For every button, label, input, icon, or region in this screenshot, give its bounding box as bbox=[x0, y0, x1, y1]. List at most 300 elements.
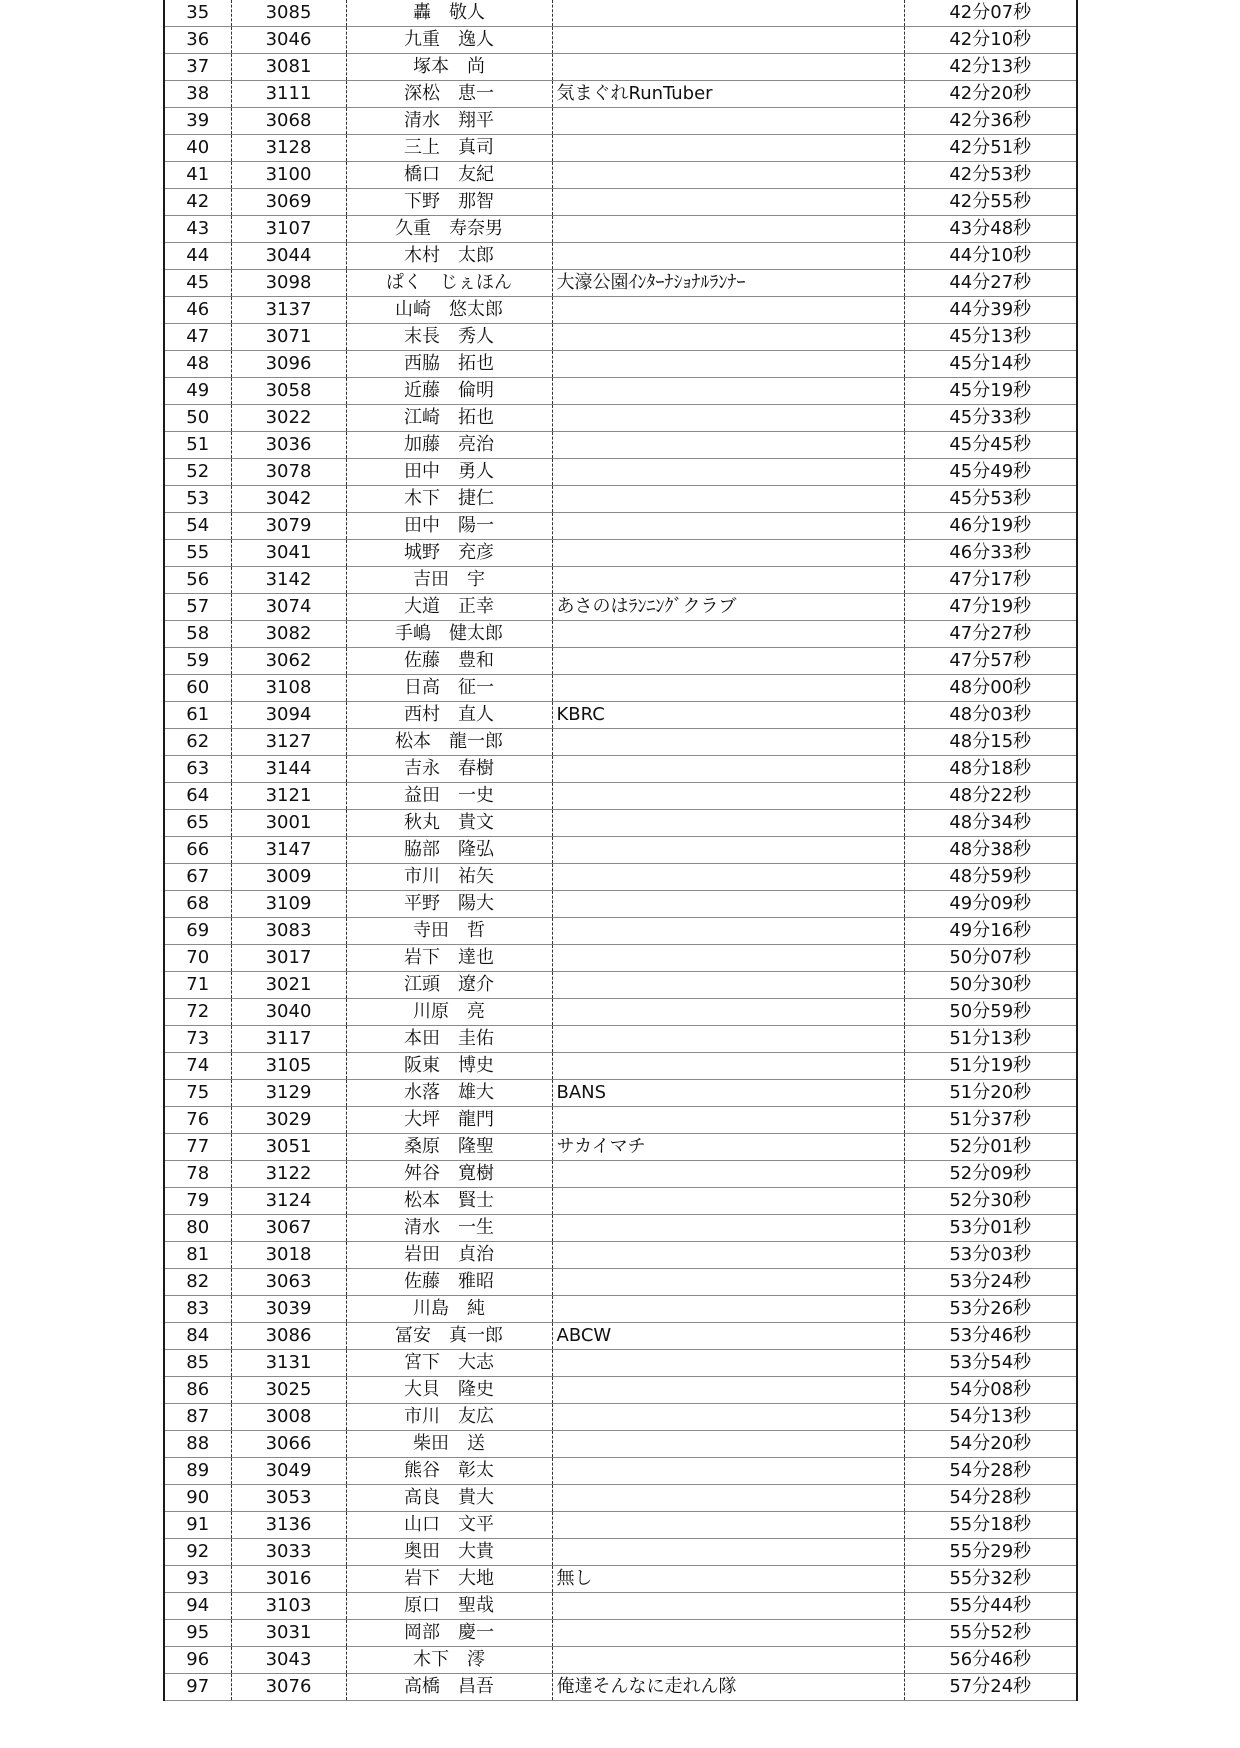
table-row bbox=[164, 1512, 1077, 1539]
table-row bbox=[164, 999, 1077, 1026]
bib-number-cell: 3043 bbox=[231, 1647, 346, 1674]
finish-time-cell: 54分13秒 bbox=[904, 1404, 1077, 1431]
bib-number-cell: 3063 bbox=[231, 1269, 346, 1296]
runner-name-cell: 岩下 大地 bbox=[346, 1566, 552, 1593]
bib-number-cell: 3128 bbox=[231, 135, 346, 162]
rank-cell: 79 bbox=[164, 1188, 231, 1215]
finish-time-cell: 43分48秒 bbox=[904, 216, 1077, 243]
runner-name-cell: 冨安 真一郎 bbox=[346, 1323, 552, 1350]
runner-name-cell: 久重 寿奈男 bbox=[346, 216, 552, 243]
team-cell bbox=[552, 891, 904, 918]
bib-number-cell: 3083 bbox=[231, 918, 346, 945]
finish-time-cell: 44分27秒 bbox=[904, 270, 1077, 297]
team-cell bbox=[552, 243, 904, 270]
finish-time-cell: 47分19秒 bbox=[904, 594, 1077, 621]
team-cell bbox=[552, 1107, 904, 1134]
team-cell bbox=[552, 1404, 904, 1431]
rank-cell: 77 bbox=[164, 1134, 231, 1161]
runner-name-cell: 深松 恵一 bbox=[346, 81, 552, 108]
bib-number-cell: 3058 bbox=[231, 378, 346, 405]
team-cell bbox=[552, 1485, 904, 1512]
table-row bbox=[164, 1593, 1077, 1620]
finish-time-cell: 49分16秒 bbox=[904, 918, 1077, 945]
rank-cell: 47 bbox=[164, 324, 231, 351]
finish-time-cell: 42分20秒 bbox=[904, 81, 1077, 108]
table-row bbox=[164, 729, 1077, 756]
rank-cell: 63 bbox=[164, 756, 231, 783]
finish-time-cell: 49分09秒 bbox=[904, 891, 1077, 918]
table-row bbox=[164, 1080, 1077, 1107]
team-cell bbox=[552, 810, 904, 837]
rank-cell: 61 bbox=[164, 702, 231, 729]
finish-time-cell: 42分10秒 bbox=[904, 27, 1077, 54]
rank-cell: 92 bbox=[164, 1539, 231, 1566]
team-cell: サカイマチ bbox=[552, 1134, 904, 1161]
runner-name-cell: 下野 那智 bbox=[346, 189, 552, 216]
bib-number-cell: 3078 bbox=[231, 459, 346, 486]
rank-cell: 91 bbox=[164, 1512, 231, 1539]
table-row bbox=[164, 1242, 1077, 1269]
finish-time-cell: 48分59秒 bbox=[904, 864, 1077, 891]
team-cell bbox=[552, 378, 904, 405]
finish-time-cell: 47分17秒 bbox=[904, 567, 1077, 594]
team-cell: 俺達そんなに走れん隊 bbox=[552, 1674, 904, 1701]
finish-time-cell: 53分24秒 bbox=[904, 1269, 1077, 1296]
team-cell bbox=[552, 837, 904, 864]
finish-time-cell: 54分20秒 bbox=[904, 1431, 1077, 1458]
table-row bbox=[164, 1026, 1077, 1053]
runner-name-cell: 水落 雄大 bbox=[346, 1080, 552, 1107]
rank-cell: 86 bbox=[164, 1377, 231, 1404]
team-cell bbox=[552, 1593, 904, 1620]
rank-cell: 38 bbox=[164, 81, 231, 108]
team-cell bbox=[552, 729, 904, 756]
table-row bbox=[164, 297, 1077, 324]
team-cell bbox=[552, 540, 904, 567]
finish-time-cell: 45分53秒 bbox=[904, 486, 1077, 513]
rank-cell: 57 bbox=[164, 594, 231, 621]
runner-name-cell: 岡部 慶一 bbox=[346, 1620, 552, 1647]
bib-number-cell: 3122 bbox=[231, 1161, 346, 1188]
runner-name-cell: 益田 一史 bbox=[346, 783, 552, 810]
bib-number-cell: 3096 bbox=[231, 351, 346, 378]
finish-time-cell: 50分07秒 bbox=[904, 945, 1077, 972]
rank-cell: 37 bbox=[164, 54, 231, 81]
team-cell bbox=[552, 1431, 904, 1458]
runner-name-cell: 末長 秀人 bbox=[346, 324, 552, 351]
rank-cell: 71 bbox=[164, 972, 231, 999]
team-cell: KBRC bbox=[552, 702, 904, 729]
runner-name-cell: 近藤 倫明 bbox=[346, 378, 552, 405]
table-row bbox=[164, 1350, 1077, 1377]
table-row bbox=[164, 1431, 1077, 1458]
table-row bbox=[164, 675, 1077, 702]
table-row bbox=[164, 162, 1077, 189]
runner-name-cell: 江崎 拓也 bbox=[346, 405, 552, 432]
table-row bbox=[164, 486, 1077, 513]
runner-name-cell: 柴田 送 bbox=[346, 1431, 552, 1458]
finish-time-cell: 48分00秒 bbox=[904, 675, 1077, 702]
finish-time-cell: 55分32秒 bbox=[904, 1566, 1077, 1593]
bib-number-cell: 3081 bbox=[231, 54, 346, 81]
finish-time-cell: 55分18秒 bbox=[904, 1512, 1077, 1539]
runner-name-cell: 岩田 貞治 bbox=[346, 1242, 552, 1269]
rank-cell: 72 bbox=[164, 999, 231, 1026]
rank-cell: 80 bbox=[164, 1215, 231, 1242]
team-cell bbox=[552, 1458, 904, 1485]
rank-cell: 85 bbox=[164, 1350, 231, 1377]
rank-cell: 55 bbox=[164, 540, 231, 567]
runner-name-cell: 清水 一生 bbox=[346, 1215, 552, 1242]
bib-number-cell: 3069 bbox=[231, 189, 346, 216]
runner-name-cell: 寺田 哲 bbox=[346, 918, 552, 945]
table-row bbox=[164, 351, 1077, 378]
finish-time-cell: 51分37秒 bbox=[904, 1107, 1077, 1134]
team-cell bbox=[552, 1350, 904, 1377]
runner-name-cell: 大坪 龍門 bbox=[346, 1107, 552, 1134]
bib-number-cell: 3108 bbox=[231, 675, 346, 702]
team-cell bbox=[552, 1296, 904, 1323]
team-cell bbox=[552, 459, 904, 486]
runner-name-cell: 江頭 遼介 bbox=[346, 972, 552, 999]
finish-time-cell: 47分27秒 bbox=[904, 621, 1077, 648]
finish-time-cell: 53分26秒 bbox=[904, 1296, 1077, 1323]
runner-name-cell: 佐藤 雅昭 bbox=[346, 1269, 552, 1296]
table-row bbox=[164, 1296, 1077, 1323]
team-cell bbox=[552, 1539, 904, 1566]
rank-cell: 44 bbox=[164, 243, 231, 270]
rank-cell: 69 bbox=[164, 918, 231, 945]
team-cell bbox=[552, 54, 904, 81]
runner-name-cell: 市川 友広 bbox=[346, 1404, 552, 1431]
bib-number-cell: 3016 bbox=[231, 1566, 346, 1593]
team-cell bbox=[552, 216, 904, 243]
table-row bbox=[164, 405, 1077, 432]
team-cell bbox=[552, 1053, 904, 1080]
table-row bbox=[164, 1566, 1077, 1593]
finish-time-cell: 50分59秒 bbox=[904, 999, 1077, 1026]
runner-name-cell: 阪東 博史 bbox=[346, 1053, 552, 1080]
bib-number-cell: 3142 bbox=[231, 567, 346, 594]
finish-time-cell: 45分33秒 bbox=[904, 405, 1077, 432]
rank-cell: 95 bbox=[164, 1620, 231, 1647]
finish-time-cell: 55分29秒 bbox=[904, 1539, 1077, 1566]
team-cell bbox=[552, 1242, 904, 1269]
rank-cell: 43 bbox=[164, 216, 231, 243]
runner-name-cell: 轟 敬人 bbox=[346, 0, 552, 27]
team-cell bbox=[552, 621, 904, 648]
bib-number-cell: 3021 bbox=[231, 972, 346, 999]
table-row bbox=[164, 81, 1077, 108]
runner-name-cell: 市川 祐矢 bbox=[346, 864, 552, 891]
finish-time-cell: 52分09秒 bbox=[904, 1161, 1077, 1188]
finish-time-cell: 52分30秒 bbox=[904, 1188, 1077, 1215]
team-cell bbox=[552, 1512, 904, 1539]
runner-name-cell: 橋口 友紀 bbox=[346, 162, 552, 189]
bib-number-cell: 3062 bbox=[231, 648, 346, 675]
team-cell bbox=[552, 783, 904, 810]
team-cell: ABCW bbox=[552, 1323, 904, 1350]
team-cell bbox=[552, 486, 904, 513]
table-row bbox=[164, 945, 1077, 972]
rank-cell: 82 bbox=[164, 1269, 231, 1296]
results-body bbox=[164, 0, 1077, 1701]
bib-number-cell: 3074 bbox=[231, 594, 346, 621]
rank-cell: 45 bbox=[164, 270, 231, 297]
team-cell bbox=[552, 405, 904, 432]
team-cell: 大濠公園ｲﾝﾀｰﾅｼｮﾅﾙﾗﾝﾅｰ bbox=[552, 270, 904, 297]
finish-time-cell: 48分22秒 bbox=[904, 783, 1077, 810]
finish-time-cell: 48分34秒 bbox=[904, 810, 1077, 837]
finish-time-cell: 54分08秒 bbox=[904, 1377, 1077, 1404]
bib-number-cell: 3103 bbox=[231, 1593, 346, 1620]
table-row bbox=[164, 459, 1077, 486]
runner-name-cell: 吉永 春樹 bbox=[346, 756, 552, 783]
table-row bbox=[164, 1107, 1077, 1134]
bib-number-cell: 3147 bbox=[231, 837, 346, 864]
table-row bbox=[164, 810, 1077, 837]
finish-time-cell: 45分49秒 bbox=[904, 459, 1077, 486]
rank-cell: 88 bbox=[164, 1431, 231, 1458]
finish-time-cell: 42分51秒 bbox=[904, 135, 1077, 162]
runner-name-cell: 本田 圭佑 bbox=[346, 1026, 552, 1053]
table-row bbox=[164, 108, 1077, 135]
rank-cell: 53 bbox=[164, 486, 231, 513]
finish-time-cell: 51分20秒 bbox=[904, 1080, 1077, 1107]
team-cell bbox=[552, 297, 904, 324]
bib-number-cell: 3066 bbox=[231, 1431, 346, 1458]
bib-number-cell: 3008 bbox=[231, 1404, 346, 1431]
rank-cell: 81 bbox=[164, 1242, 231, 1269]
team-cell bbox=[552, 513, 904, 540]
table-row bbox=[164, 972, 1077, 999]
table-row bbox=[164, 1458, 1077, 1485]
team-cell bbox=[552, 432, 904, 459]
table-row bbox=[164, 216, 1077, 243]
rank-cell: 62 bbox=[164, 729, 231, 756]
table-row bbox=[164, 189, 1077, 216]
finish-time-cell: 53分03秒 bbox=[904, 1242, 1077, 1269]
runner-name-cell: 川原 亮 bbox=[346, 999, 552, 1026]
bib-number-cell: 3018 bbox=[231, 1242, 346, 1269]
finish-time-cell: 54分28秒 bbox=[904, 1485, 1077, 1512]
rank-cell: 39 bbox=[164, 108, 231, 135]
rank-cell: 68 bbox=[164, 891, 231, 918]
runner-name-cell: 田中 勇人 bbox=[346, 459, 552, 486]
bib-number-cell: 3036 bbox=[231, 432, 346, 459]
runner-name-cell: 岩下 達也 bbox=[346, 945, 552, 972]
runner-name-cell: 木村 太郎 bbox=[346, 243, 552, 270]
bib-number-cell: 3044 bbox=[231, 243, 346, 270]
team-cell bbox=[552, 999, 904, 1026]
table-row bbox=[164, 864, 1077, 891]
finish-time-cell: 52分01秒 bbox=[904, 1134, 1077, 1161]
finish-time-cell: 53分46秒 bbox=[904, 1323, 1077, 1350]
bib-number-cell: 3137 bbox=[231, 297, 346, 324]
finish-time-cell: 53分54秒 bbox=[904, 1350, 1077, 1377]
team-cell bbox=[552, 135, 904, 162]
table-row bbox=[164, 594, 1077, 621]
table-row bbox=[164, 891, 1077, 918]
table-row bbox=[164, 1404, 1077, 1431]
bib-number-cell: 3017 bbox=[231, 945, 346, 972]
bib-number-cell: 3041 bbox=[231, 540, 346, 567]
bib-number-cell: 3086 bbox=[231, 1323, 346, 1350]
finish-time-cell: 42分13秒 bbox=[904, 54, 1077, 81]
team-cell bbox=[552, 1161, 904, 1188]
rank-cell: 54 bbox=[164, 513, 231, 540]
rank-cell: 96 bbox=[164, 1647, 231, 1674]
table-row bbox=[164, 0, 1077, 27]
bib-number-cell: 3121 bbox=[231, 783, 346, 810]
rank-cell: 46 bbox=[164, 297, 231, 324]
finish-time-cell: 44分39秒 bbox=[904, 297, 1077, 324]
runner-name-cell: 九重 逸人 bbox=[346, 27, 552, 54]
bib-number-cell: 3136 bbox=[231, 1512, 346, 1539]
runner-name-cell: 山口 文平 bbox=[346, 1512, 552, 1539]
runner-name-cell: 秋丸 貴文 bbox=[346, 810, 552, 837]
bib-number-cell: 3067 bbox=[231, 1215, 346, 1242]
bib-number-cell: 3129 bbox=[231, 1080, 346, 1107]
team-cell bbox=[552, 648, 904, 675]
rank-cell: 84 bbox=[164, 1323, 231, 1350]
runner-name-cell: 手嶋 健太郎 bbox=[346, 621, 552, 648]
team-cell bbox=[552, 1188, 904, 1215]
rank-cell: 48 bbox=[164, 351, 231, 378]
bib-number-cell: 3001 bbox=[231, 810, 346, 837]
runner-name-cell: 舛谷 寛樹 bbox=[346, 1161, 552, 1188]
runner-name-cell: 大道 正幸 bbox=[346, 594, 552, 621]
finish-time-cell: 54分28秒 bbox=[904, 1458, 1077, 1485]
finish-time-cell: 55分52秒 bbox=[904, 1620, 1077, 1647]
table-row bbox=[164, 432, 1077, 459]
runner-name-cell: 宮下 大志 bbox=[346, 1350, 552, 1377]
finish-time-cell: 51分13秒 bbox=[904, 1026, 1077, 1053]
runner-name-cell: 川島 純 bbox=[346, 1296, 552, 1323]
team-cell bbox=[552, 189, 904, 216]
bib-number-cell: 3009 bbox=[231, 864, 346, 891]
team-cell bbox=[552, 1647, 904, 1674]
finish-time-cell: 51分19秒 bbox=[904, 1053, 1077, 1080]
runner-name-cell: 原口 聖哉 bbox=[346, 1593, 552, 1620]
bib-number-cell: 3131 bbox=[231, 1350, 346, 1377]
table-row bbox=[164, 1647, 1077, 1674]
finish-time-cell: 48分15秒 bbox=[904, 729, 1077, 756]
finish-time-cell: 42分53秒 bbox=[904, 162, 1077, 189]
rank-cell: 52 bbox=[164, 459, 231, 486]
runner-name-cell: 日高 征一 bbox=[346, 675, 552, 702]
bib-number-cell: 3025 bbox=[231, 1377, 346, 1404]
bib-number-cell: 3051 bbox=[231, 1134, 346, 1161]
rank-cell: 90 bbox=[164, 1485, 231, 1512]
runner-name-cell: 松本 賢士 bbox=[346, 1188, 552, 1215]
bib-number-cell: 3079 bbox=[231, 513, 346, 540]
team-cell bbox=[552, 675, 904, 702]
rank-cell: 87 bbox=[164, 1404, 231, 1431]
rank-cell: 58 bbox=[164, 621, 231, 648]
finish-time-cell: 45分13秒 bbox=[904, 324, 1077, 351]
team-cell bbox=[552, 945, 904, 972]
team-cell bbox=[552, 1377, 904, 1404]
table-row bbox=[164, 1485, 1077, 1512]
finish-time-cell: 42分36秒 bbox=[904, 108, 1077, 135]
runner-name-cell: 平野 陽大 bbox=[346, 891, 552, 918]
rank-cell: 35 bbox=[164, 0, 231, 27]
bib-number-cell: 3049 bbox=[231, 1458, 346, 1485]
table-row bbox=[164, 135, 1077, 162]
runner-name-cell: 西脇 拓也 bbox=[346, 351, 552, 378]
team-cell bbox=[552, 27, 904, 54]
runner-name-cell: 木下 捷仁 bbox=[346, 486, 552, 513]
runner-name-cell: 松本 龍一郎 bbox=[346, 729, 552, 756]
table-row bbox=[164, 324, 1077, 351]
team-cell bbox=[552, 351, 904, 378]
rank-cell: 65 bbox=[164, 810, 231, 837]
runner-name-cell: 大貝 隆史 bbox=[346, 1377, 552, 1404]
bib-number-cell: 3144 bbox=[231, 756, 346, 783]
team-cell bbox=[552, 162, 904, 189]
team-cell bbox=[552, 864, 904, 891]
finish-time-cell: 55分44秒 bbox=[904, 1593, 1077, 1620]
finish-time-cell: 45分14秒 bbox=[904, 351, 1077, 378]
finish-time-cell: 42分55秒 bbox=[904, 189, 1077, 216]
table-row bbox=[164, 540, 1077, 567]
team-cell: BANS bbox=[552, 1080, 904, 1107]
rank-cell: 50 bbox=[164, 405, 231, 432]
bib-number-cell: 3022 bbox=[231, 405, 346, 432]
runner-name-cell: 加藤 亮治 bbox=[346, 432, 552, 459]
table-row bbox=[164, 783, 1077, 810]
runner-name-cell: 脇部 隆弘 bbox=[346, 837, 552, 864]
table-row bbox=[164, 1215, 1077, 1242]
finish-time-cell: 48分18秒 bbox=[904, 756, 1077, 783]
team-cell bbox=[552, 108, 904, 135]
rank-cell: 83 bbox=[164, 1296, 231, 1323]
team-cell: あさのはﾗﾝﾆﾝｸﾞクラブ bbox=[552, 594, 904, 621]
runner-name-cell: 清水 翔平 bbox=[346, 108, 552, 135]
rank-cell: 78 bbox=[164, 1161, 231, 1188]
rank-cell: 94 bbox=[164, 1593, 231, 1620]
table-row bbox=[164, 1620, 1077, 1647]
team-cell: 気まぐれRunTuber bbox=[552, 81, 904, 108]
rank-cell: 41 bbox=[164, 162, 231, 189]
bib-number-cell: 3098 bbox=[231, 270, 346, 297]
bib-number-cell: 3107 bbox=[231, 216, 346, 243]
runner-name-cell: 城野 充彦 bbox=[346, 540, 552, 567]
runner-name-cell: 高良 貴大 bbox=[346, 1485, 552, 1512]
bib-number-cell: 3068 bbox=[231, 108, 346, 135]
table-row bbox=[164, 1134, 1077, 1161]
team-cell bbox=[552, 567, 904, 594]
bib-number-cell: 3039 bbox=[231, 1296, 346, 1323]
team-cell bbox=[552, 756, 904, 783]
finish-time-cell: 46分33秒 bbox=[904, 540, 1077, 567]
team-cell bbox=[552, 1215, 904, 1242]
table-row bbox=[164, 648, 1077, 675]
bib-number-cell: 3040 bbox=[231, 999, 346, 1026]
table-row bbox=[164, 1674, 1077, 1701]
rank-cell: 74 bbox=[164, 1053, 231, 1080]
runner-name-cell: 熊谷 彰太 bbox=[346, 1458, 552, 1485]
rank-cell: 42 bbox=[164, 189, 231, 216]
finish-time-cell: 47分57秒 bbox=[904, 648, 1077, 675]
bib-number-cell: 3031 bbox=[231, 1620, 346, 1647]
table-row bbox=[164, 756, 1077, 783]
finish-time-cell: 42分07秒 bbox=[904, 0, 1077, 27]
team-cell: 無し bbox=[552, 1566, 904, 1593]
team-cell bbox=[552, 324, 904, 351]
bib-number-cell: 3046 bbox=[231, 27, 346, 54]
